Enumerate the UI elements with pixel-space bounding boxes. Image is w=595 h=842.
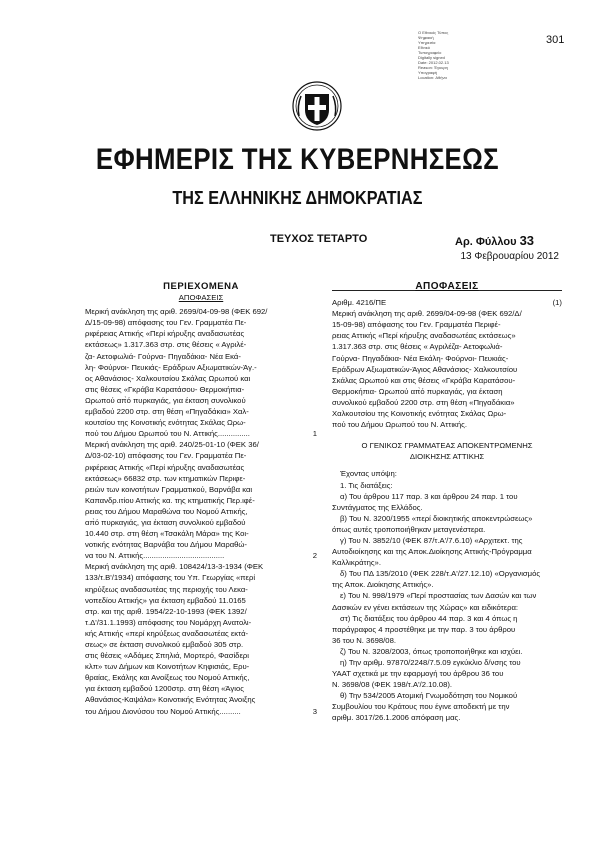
contents-entry-line: 10.440 στρ. στη θέση «Τσακάλη Μάρα» της Κοι- xyxy=(85,529,249,539)
decisions-heading: ΑΠΟΦΑΣΕΙΣ xyxy=(415,281,479,292)
contents-entry-line: νοτικής ενότητας Βαρνάβα του Δήμου Μαραθώ- xyxy=(85,540,247,550)
decision-body-line: στ) Τις διατάξεις του άρθρου 44 παρ. 3 και 4 όπως η xyxy=(340,613,518,623)
contents-entry-line: τ.Δ'/31.1.1993) απόφασης του Νομάρχη Ανατολι- xyxy=(85,617,252,627)
authority-line: ΔΙΟΙΚΗΣΗΣ ΑΤΤΙΚΗΣ xyxy=(409,452,485,462)
decision-ref: Αριθμ. 4216/ΠΕ xyxy=(332,298,387,308)
contents-entry-line: Δ/15-09-98) απόφασης του Γεν. Γραμματέα Πε- xyxy=(85,318,247,328)
decision-body-line: ζ) Του Ν. 3208/2003, όπως τροποποιήθηκε και ισχύει. xyxy=(340,646,523,656)
contents-page-number: 1 xyxy=(312,429,317,439)
authority-line: Ο ΓΕΝΙΚΟΣ ΓΡΑΜΜΑΤΕΑΣ ΑΠΟΚΕΝΤΡΩΜΕΝΗΣ xyxy=(361,441,533,451)
page-number: 301 xyxy=(546,34,565,46)
sheet-number-value: 33 xyxy=(519,233,535,248)
issue-label: ΤΕΥΧΟΣ ΤΕΤΑΡΤΟ xyxy=(270,233,368,245)
decision-item-number: (1) xyxy=(552,298,562,308)
contents-heading: ΠΕΡΙΕΧΟΜΕΝΑ xyxy=(163,281,239,292)
decision-body-line: γ) Του Ν. 3852/10 (ΦΕΚ 87/τ.Α'/7.6.10) «Αρχιτεκτ. της xyxy=(340,535,523,545)
decision-body-line: όπως αυτές τροποποιήθηκαν μεταγενέστερα. xyxy=(332,524,486,534)
stamp-line: Υπογραφή xyxy=(418,70,438,75)
decision-body-line: α) Του άρθρου 117 παρ. 3 και άρθρου 24 παρ. 1 του xyxy=(340,491,518,501)
decision-subject-line: 1.317.363 στρ. στις θέσεις « Αγριλέζα- Αετοφωλιά- xyxy=(332,342,503,352)
contents-entry-line: να του Ν. Αττικής...................................... 2 xyxy=(85,551,317,561)
contents-entry-line: Δ/03-02-10) απόφασης του Γεν. Γραμματέα Πε- xyxy=(85,451,247,461)
decisions-column xyxy=(332,281,562,724)
decision-body-line: 36 του Ν. 3698/08. xyxy=(332,635,396,645)
greek-coat-of-arms-icon xyxy=(291,80,343,132)
decision-subject-line: πού του Δήμου Ωρωπού του Ν. Αττικής. xyxy=(332,420,468,430)
decision-subject-line: 15-09-98) απόφασης του Γεν. Γραμματέα Περιφέ- xyxy=(332,320,501,330)
decision-body-line: παράγραφος 4 προστέθηκε με την παρ. 3 του άρθρου xyxy=(332,624,516,634)
contents-entry-line: πού του Δήμου Ωρωπού του Ν. Αττικής............... 1 xyxy=(85,429,317,439)
contents-entry-line: εμβαδού 2200 στρ. στη θέση «Πηγαδάκια» Χαλ- xyxy=(85,407,249,417)
sheet-label: Αρ. Φύλλου xyxy=(455,236,517,248)
contents-entry-line: Ωρωπού απ̀ό πυρκαγιάς, για έκταση συνολικού xyxy=(85,395,246,405)
contents-entry-line: για έκταση εμβαδού 1200στρ. στη θέση «Άγιος xyxy=(85,684,244,694)
gazette-title: ΕΦΗΜΕΡΙΣ ΤΗΣ ΚΥΒΕΡΝΗΣΕΩΣ xyxy=(95,143,499,176)
contents-column xyxy=(85,281,317,717)
decision-subject-line: Μερική ανάκληση της αριθ. 2699/04-09-98 (ΦΕΚ 692/Δ/ xyxy=(332,309,522,319)
decision-body-line: Συντάγματος της Ελλάδος. xyxy=(332,502,423,512)
stamp-line: Ψηφιακή xyxy=(418,35,434,40)
decision-subject-line: Γούρνα- Πηγαδάκια- Νέα Εκάλη- Φούρνοι- Πευκιάς- xyxy=(332,353,509,363)
stamp-line: Location: Αθήνα xyxy=(418,75,447,80)
decision-ref-line xyxy=(332,297,562,308)
decision-body-line: 1. Τις διατάξεις: xyxy=(340,480,393,490)
stamp-line: Date: 2012.02.13 xyxy=(418,60,449,65)
contents-entry-line: νοπεδίου Αττικής» για έκταση εμβαδού 11.0165 xyxy=(85,595,246,605)
stamp-line: Τυπογραφείο xyxy=(418,50,442,55)
contents-entry-line: κής Αττικής «περί κηρύξεως αναδασωτέας εκτά- xyxy=(85,628,249,638)
decision-subject-line: συνολικού εμβαδού 2200 στρ. στη θέση «Πηγαδάκια» xyxy=(332,397,515,407)
contents-entry-line: Αθανάσιος-Καψάλα» Κοινοτικής Ενότητας Άνοιξης xyxy=(85,695,256,705)
contents-entry-line: σεως» σε έκταση συνολικού εμβαδού 305 στρ. xyxy=(85,640,244,649)
contents-page-number: 3 xyxy=(312,706,317,716)
decision-body-line: Δασικών εν γένει εκτάσεων της Χώρας» και ειδικότερα: xyxy=(332,602,519,612)
contents-entry-line: στρ. και της αριθ. 1954/22-10-1993 (ΦΕΚ 1392/ xyxy=(85,606,247,616)
contents-entry-line: εκτάσεως» 1.317.363 στρ. στις θέσεις « Αγριλέ- xyxy=(85,340,247,350)
stamp-line: Ο Εθνικός Τύπος xyxy=(418,30,449,35)
contents-list xyxy=(85,306,317,716)
contents-entry xyxy=(85,561,317,716)
decision-body-line: Συμβουλίου του Κράτους που έγινε αποδεκτή με την xyxy=(332,702,510,712)
contents-subheading: ΑΠΟΦΑΣΕΙΣ xyxy=(178,293,224,303)
decision-subject-line: Σκάλας Ωρωπού και στις θέσεις «Γκράβα Καρατάσου- xyxy=(332,375,516,385)
contents-entry-line: στις θέσεις «Αδάμες Σπηλιά, Μορτερό, Φασίδερι xyxy=(85,651,249,661)
contents-entry-line: θραίας, Εκάλης και Ανοίξεως του Νομού Αττικής, xyxy=(85,673,250,683)
contents-entry-line: ριφέρειας Αττικής «Περί κήρυξης αναδασωτέας xyxy=(85,462,245,472)
contents-entry-line: Μερική ανάκληση της αριθ. 240/25-01-10 (ΦΕΚ 36/ xyxy=(85,440,259,450)
decision-subject-line: Χαλκουτσίου της Κοινοτικής ενότητας Σκάλας Ωρω- xyxy=(332,409,507,419)
contents-entry-line: ος Αθανάσιος- Χαλκουτσίου Σκάλας Ωρωπού και xyxy=(85,373,251,383)
decision-subject-line: Εράδρων Αξιωματικών-Άγιος Αθανάσιος- Χαλκουτσίου xyxy=(332,364,518,374)
contents-entry-line: στις θέσεις «Γκράβα Καρατάσου- Θερμοκήπια- xyxy=(85,384,245,394)
decision-body-line: θ) Την 534/2005 Ατομική Γνωμοδότηση του Νομικού xyxy=(340,691,518,701)
stamp-line: Υπηρεσία xyxy=(418,40,436,45)
decision-body-line: ε) Του Ν. 998/1979 «Περί προστασίας των Δασών και των xyxy=(340,591,537,601)
contents-entry-line: κλπ» των Δήμων και Κοινοτήτων Κηφισιάς, Ερυ- xyxy=(85,662,250,672)
issue-date: 13 Φεβρουαρίου 2012 xyxy=(460,251,559,262)
contents-entry-line: του Δήμου Διονύσου του Νομού Αττικής.......... 3 xyxy=(85,706,317,716)
decision-body-line: δ) Του ΠΔ 135/2010 (ΦΕΚ 228/τ.Α'/27.12.10) «Οργανισμός xyxy=(340,569,541,579)
contents-entry-line: Καπανδρ.ιτίου Αττικής κα. της κτηματικής Περ.ιφέ- xyxy=(85,495,255,505)
contents-entry-line: Μερική ανάκληση της αριθ. 2699/04-09-98 (ΦΕΚ 692/ xyxy=(85,307,268,317)
contents-entry-line: Μερική ανάκληση της αριθ. 108424/13-3-1934 (ΦΕΚ xyxy=(85,562,264,572)
decision-body xyxy=(332,468,562,723)
decision-body-line: Καλλικράτης». xyxy=(332,558,381,568)
stamp-line: Digitally signed xyxy=(418,55,445,60)
digital-signature-stamp xyxy=(418,30,488,80)
decision-body-line: Αυτοδιοίκησης και της Αποκ.Διοίκησης Αττικής-Πρόγραμμα xyxy=(332,547,532,557)
contents-entry-line: ρειών των κοινοτήτων Γραμματικού, Βαρνάβα και xyxy=(85,484,253,494)
contents-entry-line: ζα- Αετοφωλιά- Γούρνα- Πηγαδάκια- Νέα Εκά- xyxy=(85,351,241,361)
decision-subject-line: ρειας Αττικής «Περί κήρυξης αναδασωτέας εκτάσεως» xyxy=(332,331,516,341)
contents-entry xyxy=(85,439,317,561)
authority-title xyxy=(332,440,562,462)
contents-page-number: 2 xyxy=(312,551,317,561)
decision-body-line: η) Την αριθμ. 97870/2248/7.5.09 εγκύκλιο δ/νσης του xyxy=(340,658,521,667)
decision-body-line: της Αποκ. Διοίκησης Αττικής». xyxy=(332,580,434,590)
decision-body-line: Έχοντας υπόψη: xyxy=(340,469,397,479)
contents-entry-line: 133/τ.Β'/1934) απόφασης του Υπ. Γεωργίας «περί xyxy=(85,573,256,583)
contents-entry-line: ριφέρειας Αττικής «Περί κήρυξης αναδασωτέας xyxy=(85,329,245,339)
contents-entry-line: κηρύξεως αναδασωτέας της περιοχής του Λεκα- xyxy=(85,584,248,594)
decision-subject-line: Θερμοκήπια- Ωρωπού απ̀ό πυρκαγιάς, για έκταση xyxy=(332,386,503,396)
contents-entry-line: κουτσίου της Κοινοτικής ενότητας Σκάλας Ωρω- xyxy=(85,418,246,428)
sheet-number xyxy=(455,233,534,248)
contents-entry-line: απ̀ό πυρκαγιάς, για έκταση συνολικού εμβαδού xyxy=(85,517,246,527)
decision-body-line: ΥΑΑΤ σχετικά με την εφαρμογή του άρθρου 36 του xyxy=(332,669,504,679)
stamp-line: Reason: Έγκυρη xyxy=(418,65,448,70)
decision-body-line: αριθμ. 3017/26.1.2006 απόφαση μας. xyxy=(332,713,461,723)
decision-body-line: β) Του Ν. 3200/1955 «περί διοικητικής αποκεντρώσεως» xyxy=(340,513,533,523)
gazette-subtitle: ΤΗΣ ΕΛΛΗΝΙΚΗΣ ΔΗΜΟΚΡΑΤΙΑΣ xyxy=(172,188,423,208)
contents-entry xyxy=(85,306,317,439)
contents-entry-line: λη- Φούρνοι- Πευκιάς- Εράδρων Αξιωματικών-Άγ.- xyxy=(85,362,257,372)
decision-subject xyxy=(332,308,562,430)
stamp-line: Εθνικό xyxy=(418,45,430,50)
contents-entry-line: ρειας του Δήμου Μαραθώνα του Νομού Αττικής, xyxy=(85,506,248,516)
decision-body-line: Ν. 3698/08 (ΦΕΚ 198/τ.Α'/2.10.08). xyxy=(332,680,453,690)
contents-entry-line: εκτάσεως» 66832 στρ. των κτηματικών Περιφε- xyxy=(85,473,246,483)
